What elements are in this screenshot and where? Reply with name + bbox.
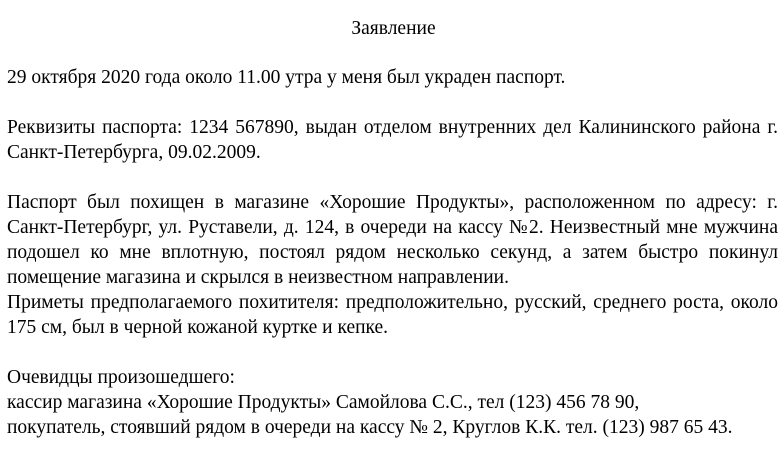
document-title: Заявление [351, 18, 436, 39]
paragraph-suspect-description: Приметы предполагаемого похитителя: предположительно, русский, среднего роста, около 175 см, был в черной кожаной куртке и кепке. [7, 292, 778, 338]
spacer [7, 90, 780, 115]
paragraph-passport-details: Реквизиты паспорта: 1234 567890, выдан отделом внутренних дел Калининского района г. Санкт-Петербурга, 09.02.2009. [7, 117, 778, 163]
witnesses-heading: Очевидцы произошедшего: [7, 367, 235, 388]
spacer [7, 340, 780, 365]
witness-item: покупатель, стоявший рядом в очереди на кассу № 2, Круглов К.К. тел. (123) 987 65 43. [7, 417, 733, 438]
document-page [7, 0, 780, 440]
spacer [7, 41, 780, 66]
spacer [7, 165, 780, 190]
witness-item: кассир магазина «Хорошие Продукты» Самойлова С.С., тел (123) 456 78 90, [7, 392, 640, 413]
paragraph-theft-circumstances: Паспорт был похищен в магазине «Хорошие Продукты», расположенном по адресу: г. Санкт-Петербург, ул. Руставели, д. 124, в очереди на кассу №2. Неизвестный мне мужчина подошел ко мне вплотную, постоял рядом несколько секунд, а затем быстро покинул помещение магазина и скрылся в неизвестном направлении. [7, 192, 778, 288]
paragraph-theft-date: 29 октября 2020 года около 11.00 утра у меня был украден паспорт. [7, 67, 566, 88]
